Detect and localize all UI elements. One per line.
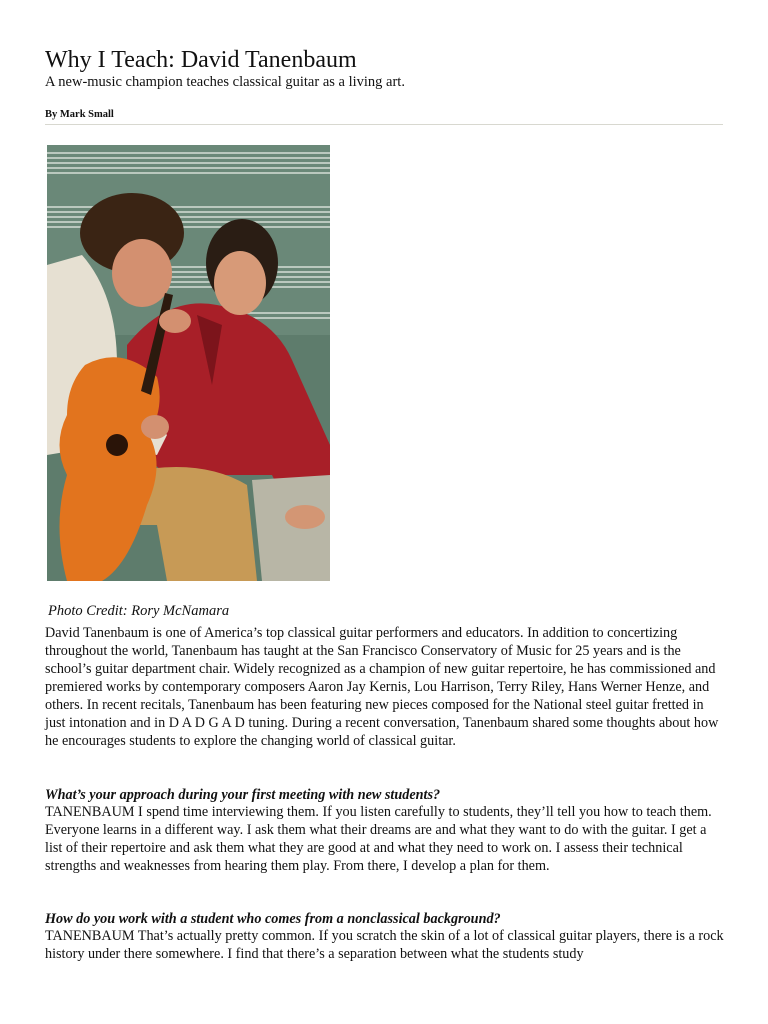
article-title: Why I Teach: David Tanenbaum [45, 47, 357, 73]
header-divider [45, 124, 723, 125]
interview-question-2: How do you work with a student who comes from a nonclassical background? [45, 911, 501, 927]
interview-answer-2: TANENBAUM That’s actually pretty common. If you scratch the skin of a lot of classical guitar players, there is a rock history under there somewhere. I find that there’s a separation between what the students study [45, 928, 724, 962]
interview-answer-1: TANENBAUM I spend time interviewing them. If you listen carefully to students, they’ll tell you how to teach them. Everyone learns in a different way. I ask them what their dreams are and what they want to do with the guitar. I get a list of their repertoire and ask them what they are good at and what they need to work on. I assess their technical strengths and weaknesses from hearing them play. From there, I develop a plan for them. [45, 804, 712, 874]
article-photo [47, 145, 330, 581]
intro-paragraph: David Tanenbaum is one of America’s top classical guitar performers and educators. In addition to concertizing throughout the world, Tanenbaum has taught at the San Francisco Conservatory of Music for 25 years and is the school’s guitar department chair. Widely recognized as a champion of new guitar repertoire, he has commissioned and premiered works by contemporary composers Aaron Jay Kernis, Lou Harrison, Terry Riley, Hans Werner Henze, and others. In recent recitals, Tanenbaum has been featuring new pieces composed for the National steel guitar fretted in just intonation and in D A D G A D tuning. During a recent conversation, Tanenbaum shared some thoughts about how he encourages students to explore the changing world of classical guitar. [45, 625, 719, 749]
article-subtitle: A new-music champion teaches classical guitar as a living art. [45, 74, 405, 90]
article-byline: By Mark Small [45, 109, 114, 120]
interview-question-1: What’s your approach during your first meeting with new students? [45, 787, 441, 803]
photo-caption: Photo Credit: Rory McNamara [48, 603, 230, 619]
